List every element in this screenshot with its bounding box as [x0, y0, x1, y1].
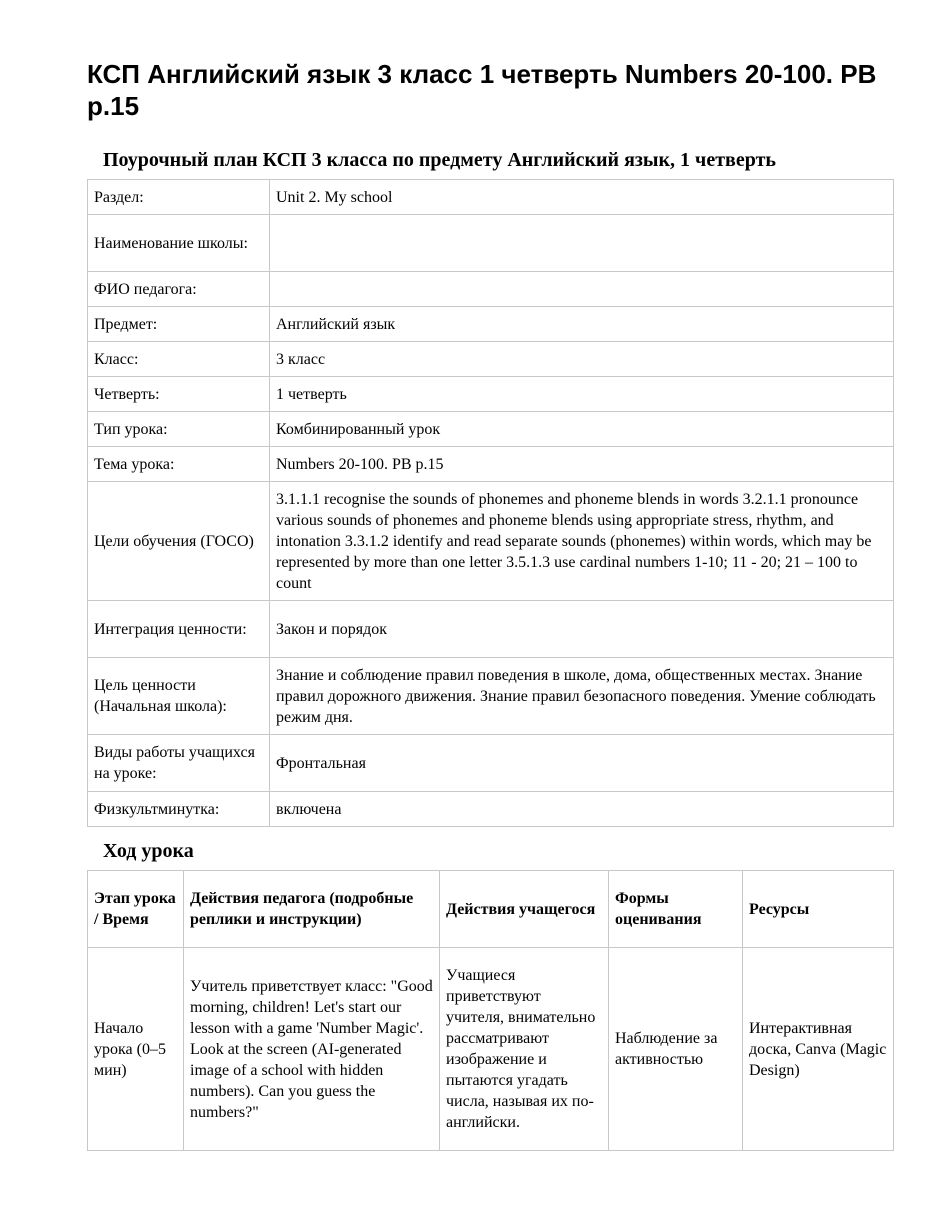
row-label-value-integration: Интеграция ценности:: [88, 601, 270, 658]
row-label-quarter: Четверть:: [88, 377, 270, 412]
column-header-teacher-actions: Действия педагога (подробные реплики и инструкции): [184, 871, 440, 948]
table-row: [88, 447, 894, 482]
cell-resources: Интерактивная доска, Canva (Magic Design): [743, 948, 894, 1151]
lesson-course-table: [87, 870, 894, 1151]
row-label-subject: Предмет:: [88, 307, 270, 342]
column-header-student-actions: Действия учащегося: [440, 871, 609, 948]
column-header-resources: Ресурсы: [743, 871, 894, 948]
cell-assessment: Наблюдение за активностью: [609, 948, 743, 1151]
row-value-learning-objectives: 3.1.1.1 recognise the sounds of phonemes and phoneme blends in words 3.2.1.1 pronounce various sounds of phonemes and phoneme blends using appropriate stress, rhythm, and intonation 3.3.1.2 identify and read separate sounds (phonemes) within words, which may be represented by more than one letter 3.5.1.3 use cardinal numbers 1-10; 11 - 20; 21 – 100 to count: [270, 482, 894, 601]
row-value-value-integration: Закон и порядок: [270, 601, 894, 658]
row-label-work-types: Виды работы учащихся на уроке:: [88, 735, 270, 792]
row-label-school-name: Наименование школы:: [88, 215, 270, 272]
row-value-physical-break: включена: [270, 792, 894, 827]
row-value-school-name: [270, 215, 894, 272]
table-row: [88, 482, 894, 601]
lesson-plan-heading: Поурочный план КСП 3 класса по предмету Английский язык, 1 четверть: [103, 149, 776, 171]
document-title: КСП Английский язык 3 класс 1 четверть Numbers 20-100. PB p.15: [87, 59, 877, 121]
lesson-info-table: [87, 179, 894, 827]
row-value-value-goal: Знание и соблюдение правил поведения в школе, дома, общественных местах. Знание правил дорожного движения. Знание правил безопасного поведения. Умение соблюдать режим дня.: [270, 658, 894, 735]
row-value-lesson-topic: Numbers 20-100. PB p.15: [270, 447, 894, 482]
row-label-lesson-topic: Тема урока:: [88, 447, 270, 482]
table-row: [88, 735, 894, 792]
table-row: [88, 658, 894, 735]
row-label-teacher-name: ФИО педагога:: [88, 272, 270, 307]
column-header-stage: Этап урока / Время: [88, 871, 184, 948]
table-row: [88, 792, 894, 827]
table-row: [88, 377, 894, 412]
cell-student-actions: Учащиеся приветствуют учителя, внимательно рассматривают изображение и пытаются угадать числа, называя их по-английски.: [440, 948, 609, 1151]
table-row: [88, 412, 894, 447]
row-value-lesson-type: Комбинированный урок: [270, 412, 894, 447]
row-label-physical-break: Физкультминутка:: [88, 792, 270, 827]
cell-teacher-actions: Учитель приветствует класс: "Good morning, children! Let's start our lesson with a game 'Number Magic'. Look at the screen (AI-generated image of a school with hidden numbers). Can you guess the numbers?": [184, 948, 440, 1151]
row-value-subject: Английский язык: [270, 307, 894, 342]
row-value-section: Unit 2. My school: [270, 180, 894, 215]
row-label-learning-objectives: Цели обучения (ГОСО): [88, 482, 270, 601]
row-value-work-types: Фронтальная: [270, 735, 894, 792]
row-value-teacher-name: [270, 272, 894, 307]
table-row: [88, 180, 894, 215]
row-label-lesson-type: Тип урока:: [88, 412, 270, 447]
cell-stage: Начало урока (0–5 мин): [88, 948, 184, 1151]
row-label-section: Раздел:: [88, 180, 270, 215]
table-row: [88, 307, 894, 342]
lesson-course-heading: Ход урока: [103, 840, 194, 862]
row-value-grade: 3 класс: [270, 342, 894, 377]
table-row: [88, 272, 894, 307]
row-value-quarter: 1 четверть: [270, 377, 894, 412]
row-label-value-goal: Цель ценности (Начальная школа):: [88, 658, 270, 735]
table-row: [88, 601, 894, 658]
table-row: [88, 948, 894, 1151]
column-header-assessment: Формы оценивания: [609, 871, 743, 948]
table-row: [88, 215, 894, 272]
table-row: [88, 342, 894, 377]
table-header-row: [88, 871, 894, 948]
row-label-grade: Класс:: [88, 342, 270, 377]
